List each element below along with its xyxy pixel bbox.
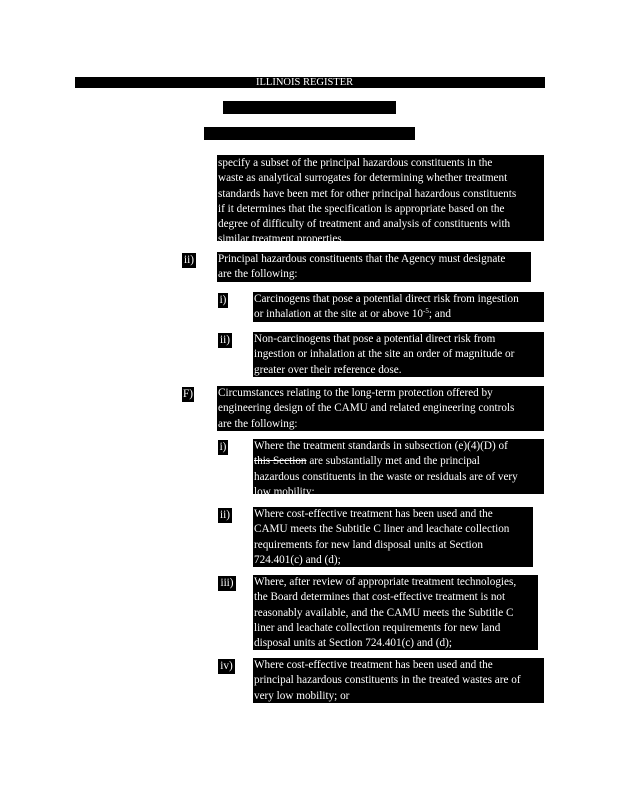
no-reasonable-treatment-line: the Board determines that cost-effective treatment is not: [254, 591, 506, 604]
treatment-standards-line: hazardous constituents in the waste or residuals are of very: [254, 470, 518, 483]
non-carcinogens-line: Non-carcinogens that pose a potential direct risk from: [254, 333, 496, 345]
treatment-standards-line: low mobility;: [254, 485, 315, 498]
low-mobility-line: principal hazardous constituents in the treated wastes are of: [254, 674, 521, 687]
item-label: i): [219, 294, 227, 306]
section-ii-label: ii): [182, 253, 196, 268]
no-reasonable-treatment-item: [253, 575, 538, 650]
no-reasonable-treatment-line: disposal units at Section 724.401(c) and (d);: [254, 637, 452, 650]
section-f-line: are the following:: [218, 417, 298, 430]
cost-effective-liner-line: CAMU meets the Subtitle C liner and leachate collection: [254, 523, 510, 536]
cost-effective-liner-line: requirements for new land disposal units at Section: [254, 538, 483, 551]
intro-line: waste as analytical surrogates for determining whether treatment: [218, 172, 508, 185]
section-f-text: [217, 386, 544, 431]
intro-line: similar treatment properties.: [218, 233, 345, 246]
cost-effective-liner-item: [253, 507, 533, 567]
non-carcinogens-item: [253, 332, 544, 377]
low-mobility-item: [253, 658, 544, 703]
intro-line: if it determines that the specification is appropriate based on the: [218, 202, 505, 215]
section-ii-line: Principal hazardous constituents that the Agency must designate: [218, 253, 506, 265]
section-f-line: engineering design of the CAMU and related engineering controls: [218, 402, 515, 415]
notice-title: NOTICE OF ADOPTED AMENDMENTS: [204, 127, 415, 140]
item-label: iii): [218, 576, 236, 591]
item-label: ii): [218, 508, 232, 523]
carcinogens-item: [253, 292, 544, 322]
carcinogens-line: Carcinogens that pose a potential direct risk from ingestion: [254, 293, 519, 305]
section-f-label: F): [183, 388, 193, 400]
cost-effective-liner-line: Where cost-effective treatment has been used and the: [254, 508, 493, 520]
non-carcinogens-line: ingestion or inhalation at the site an order of magnitude or: [254, 348, 515, 361]
low-mobility-line: Where cost-effective treatment has been used and the: [254, 659, 493, 671]
carcinogens-line-2: or inhalation at the site at or above $10^{-5}$; and: [254, 307, 451, 321]
low-mobility-line: very low mobility; or: [254, 689, 350, 702]
treatment-standards-item: [253, 439, 544, 498]
section-f-line: Circumstances relating to the long-term protection offered by: [218, 387, 493, 399]
intro-line: standards have been met for other principal hazardous constituents: [218, 187, 517, 200]
struck-text: this Section: [254, 455, 307, 468]
treatment-standards-line-2: this Section are substantially met and the principal: [254, 455, 480, 468]
intro-paragraph: [217, 155, 544, 246]
no-reasonable-treatment-line: liner and leachate collection requirements for new land: [254, 621, 501, 634]
non-carcinogens-line: greater over their reference dose.: [254, 363, 402, 376]
agency-title: POLLUTION CONTROL BOARD: [223, 101, 396, 114]
intro-line: specify a subset of the principal hazardous constituents in the: [218, 157, 493, 169]
register-title-bar: [75, 77, 545, 88]
register-title: ILLINOIS REGISTER: [256, 77, 354, 88]
section-ii-text: [217, 252, 531, 282]
item-label: iv): [218, 659, 235, 674]
no-reasonable-treatment-line: Where, after review of appropriate treatment technologies,: [254, 576, 517, 588]
item-label: ii): [218, 333, 232, 348]
no-reasonable-treatment-line: reasonably available, and the CAMU meets the Subtitle C: [254, 606, 514, 619]
treatment-standards-line: Where the treatment standards in subsection (e)(4)(D) of: [254, 440, 508, 452]
intro-line: degree of difficulty of treatment and analysis of constituents with: [218, 218, 511, 231]
cost-effective-liner-line: 724.401(c) and (d);: [254, 553, 341, 566]
item-label: i): [219, 441, 227, 453]
section-ii-line: are the following:: [218, 268, 298, 281]
